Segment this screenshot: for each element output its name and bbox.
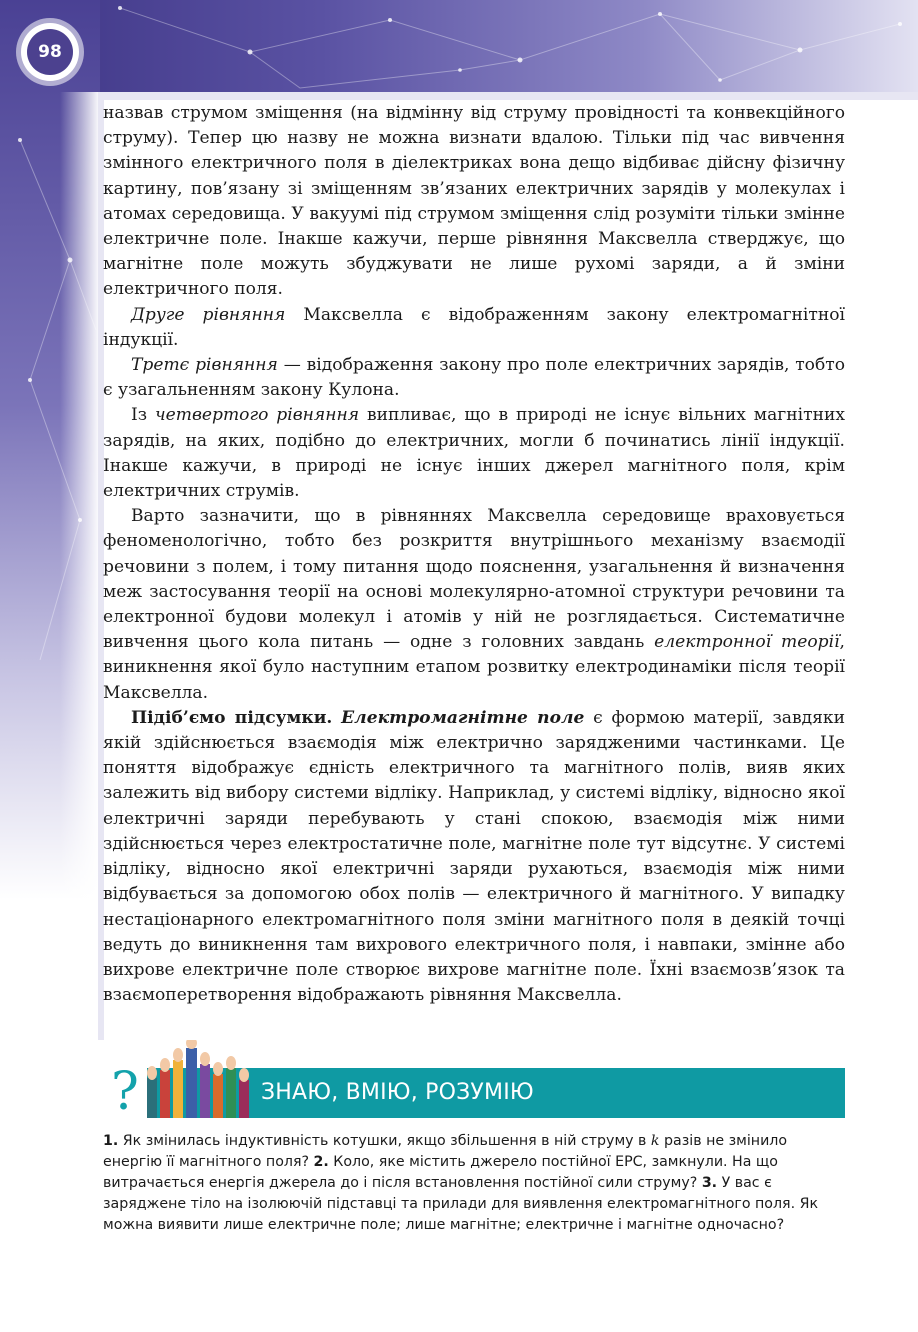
question-number: 1.: [103, 1133, 119, 1149]
questions-block: [103, 1131, 847, 1236]
emphasis-text: Друге рівняння: [131, 304, 286, 325]
text-run: Із: [131, 405, 155, 426]
paragraph: [103, 504, 845, 706]
text-run: [332, 708, 341, 728]
text-run: У вас є заряджене тіло на ізолюючій підставці та прилади для виявлення електромагнітного поля. Як можна виявити лише електричне поле; лише магнітне; електричне і магнітне одночасно?: [103, 1175, 819, 1233]
text-run: , виникнення якої було наступним етапом розвитку електродинаміки після теорії Максвелла.: [103, 632, 845, 703]
paragraph: [103, 303, 845, 353]
text-run: Як змінилась індуктивність котушки, якщо збільшення в ній струму в: [118, 1133, 651, 1149]
question-number: 3.: [701, 1175, 718, 1191]
raised-hands-icon: [143, 1040, 258, 1120]
paragraph: [103, 353, 845, 403]
text-run: разів не змінило енергію її магнітного поля?: [103, 1133, 788, 1170]
paragraph: [103, 101, 845, 303]
paragraph: [103, 403, 845, 504]
page-number: 98: [38, 42, 62, 62]
emphasis-text: електронної теорії: [654, 632, 840, 653]
paragraph: [103, 706, 845, 1008]
text-run: Максвелла є відображенням закону електромагнітної індукції.: [103, 304, 846, 350]
question-number: 2.: [313, 1154, 329, 1170]
text-run: — відображення закону про поле електричних зарядів, тобто є узагальненням закону Кулона.: [103, 355, 845, 401]
question-mark-icon: ?: [103, 1064, 147, 1120]
text-run: назвав струмом зміщення (на відмінну від струму провідності та конвекційного струму). Тепер цю назву не можна визнати вдалою. Тільки під час вивчення змінного електричного поля в діелектриках вона дещо відбиває дійсну фізичну картину, пов’язану зі зміщенням зв’язаних електричних зарядів у молекулах і атомах середовища. У вакуумі під струмом зміщення слід розуміти тільки змінне електричне поле. Інакше кажучи, перше рівняння Максвелла стверджує, що магнітне поле можуть збуджувати не лише рухомі заряди, а й зміни електричного поля.: [103, 103, 845, 300]
text-run: є формою матерії, завдяки якій здійснюється взаємодія між електрично зарядженими частинками. Це поняття відображує єдність електричного та магнітного полів, вияв яких залежить від вибору системи відліку. Наприклад, у системі відліку, відносно якої електричні заряди перебувають у стані спокою, взаємодія між ними здійснюється через електростатичне поле, магнітне поле тут відсутнє. У системі відліку, відносно якої електричні заряди рухаються, взаємодія між ними відбувається за допомогою обох полів — електричного й магнітного. У випадку нестаціонарного електромагнітного поля зміни магнітного поля в деякій точці ведуть до виникнення там вихрового електричного поля, і навпаки, змінне або вихрове електричне поле створює вихрове магнітне поле. Їхні взаємозв’язок та взаємоперетворення відображають рівняння Максвелла.: [103, 707, 845, 1006]
main-text: [103, 101, 845, 1008]
section-title: ЗНАЮ, ВМІЮ, РОЗУМІЮ: [261, 1080, 534, 1105]
section-banner: [103, 1062, 845, 1122]
emphasis-text: Підіб’ємо підсумки.: [131, 707, 333, 728]
emphasis-text: Електромагнітне поле: [341, 707, 585, 728]
emphasis-text: четвертого рівняння: [154, 405, 360, 426]
text-run: випливає, що в природі не існує вільних магнітних зарядів, на яких, подібно до електричних, могли б починатись лінії індукції. Інакше кажучи, в природі не існує інших джерел магнітного поля, крім електричних струмів.: [103, 405, 845, 502]
text-run: Варто зазначити, що в рівняннях Максвелла середовище враховується феноменологічно, тобто без розкриття внутрішнього механізму взаємодії речовини з полем, і тому питання щодо пояснення, узагальнення й визначення меж застосування теорії на основі молекулярно-атомної структури речовини та електронної будови молекул і атомів у ній не розглядається. Систематичне вивчення цього кола питань — одне з головних завдань: [103, 506, 845, 653]
emphasis-text: Третє рівняння: [131, 355, 278, 376]
emphasis-text: k: [650, 1133, 660, 1149]
text-run: Коло, яке містить джерело постійної ЕРС, замкнули. На що витрачається енергія джерела до і після встановлення постійної сили струму?: [103, 1154, 778, 1191]
